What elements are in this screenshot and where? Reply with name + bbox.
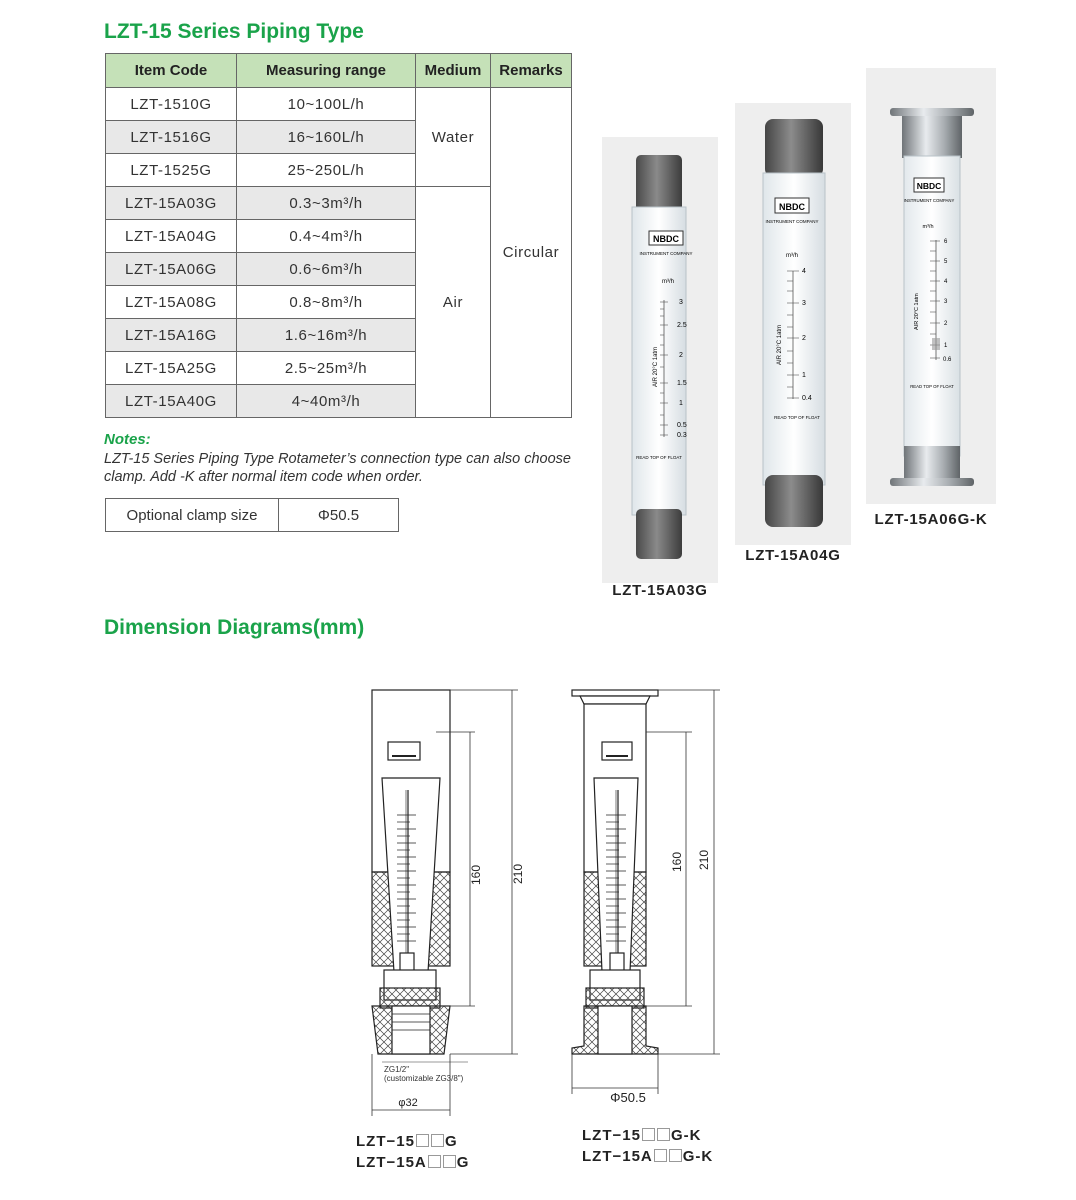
brand-label: NBDC <box>653 234 679 244</box>
product-caption: LZT-15A04G <box>745 547 841 564</box>
item-code-cell: LZT-15A03G <box>106 187 237 220</box>
rotameter-illustration <box>866 68 996 504</box>
item-code-cell: LZT-15A04G <box>106 220 237 253</box>
range-cell: 0.4~4m³/h <box>237 220 416 253</box>
table-row <box>106 88 572 121</box>
product-caption: LZT-15A03G <box>612 582 708 599</box>
unit-label: m³/h <box>662 279 674 285</box>
scale-mark: 1 <box>944 343 948 349</box>
scale-mark: 2 <box>679 352 683 359</box>
header-remarks: Remarks <box>491 54 572 88</box>
model-caption-right <box>582 1125 713 1167</box>
model-caption-left <box>356 1131 469 1173</box>
scale-mark: 0.3 <box>677 432 687 439</box>
header-medium: Medium <box>416 54 491 88</box>
medium-air-cell: Air <box>416 187 491 418</box>
company-label: INSTRUMENT COMPANY <box>765 219 819 224</box>
scale-mark: 1.5 <box>677 380 687 387</box>
spec-table <box>105 53 572 418</box>
unit-label: m³/h <box>786 253 798 259</box>
diagram-left <box>372 690 450 1054</box>
range-cell: 16~160L/h <box>237 121 416 154</box>
item-code-cell: LZT-15A06G <box>106 253 237 286</box>
item-code-cell: LZT-1516G <box>106 121 237 154</box>
company-label: INSTRUMENT COMPANY <box>639 251 693 256</box>
dim-scale-right: 160 <box>670 851 684 873</box>
diagram-right <box>572 690 658 1054</box>
clamp-size-label: Optional clamp size <box>106 499 279 532</box>
medium-note: AIR 20°C 1atm <box>914 293 920 330</box>
product-caption: LZT-15A06G-K <box>874 511 988 528</box>
item-code-cell: LZT-15A16G <box>106 319 237 352</box>
item-code-cell: LZT-1525G <box>106 154 237 187</box>
model-line: LZT−15A G-K <box>582 1148 714 1165</box>
item-code-cell: LZT-15A25G <box>106 352 237 385</box>
medium-note: AIR 20°C 1atm <box>777 324 783 365</box>
range-cell: 0.6~6m³/h <box>237 253 416 286</box>
clamp-size-value: Φ50.5 <box>279 499 399 532</box>
diameter-right: Φ50.5 <box>610 1090 646 1105</box>
brand-label: NBDC <box>916 181 942 191</box>
remarks-cell: Circular <box>491 88 572 418</box>
scale-mark: 4 <box>802 268 806 275</box>
dim-total-right: 210 <box>697 849 711 871</box>
product-photo-lzt-15a04g <box>735 103 851 545</box>
notes-text: LZT-15 Series Piping Type Rotameter’s connection type can also choose clamp. Add -K after normal item code when order. <box>104 451 571 485</box>
scale-mark: 2.5 <box>677 322 687 329</box>
product-photo-lzt-15a03g <box>602 137 718 583</box>
item-code-cell: LZT-15A40G <box>106 385 237 418</box>
medium-note: AIR 20°C 1atm <box>653 346 659 387</box>
notes-label: Notes: <box>104 431 151 448</box>
read-note: READ TOP OF FLOAT <box>910 384 954 389</box>
scale-mark: 2 <box>802 335 806 342</box>
scale-mark: 1 <box>679 400 683 407</box>
scale-mark: 3 <box>944 299 948 305</box>
model-line: LZT−15 G <box>356 1133 458 1150</box>
table-header-row <box>106 54 572 88</box>
range-cell: 0.3~3m³/h <box>237 187 416 220</box>
range-cell: 25~250L/h <box>237 154 416 187</box>
brand-label: NBDC <box>779 202 805 212</box>
clamp-size-table <box>105 498 399 532</box>
range-cell: 2.5~25m³/h <box>237 352 416 385</box>
read-note: READ TOP OF FLOAT <box>774 415 820 420</box>
scale-mark: 6 <box>944 239 948 245</box>
dimension-diagrams <box>340 670 760 1120</box>
product-photo-lzt-15a06g-k <box>866 68 996 504</box>
read-note: READ TOP OF FLOAT <box>636 455 682 460</box>
scale-mark: 3 <box>679 299 683 306</box>
rotameter-illustration <box>602 137 718 583</box>
header-item-code: Item Code <box>106 54 237 88</box>
company-label: INSTRUMENT COMPANY <box>903 198 955 203</box>
scale-mark: 3 <box>802 300 806 307</box>
range-cell: 0.8~8m³/h <box>237 286 416 319</box>
model-line: LZT−15 G-K <box>582 1127 702 1144</box>
dim-scale-left: 160 <box>469 864 483 886</box>
scale-mark: 0.6 <box>943 357 952 363</box>
thread-spec-custom: (customizable ZG3/8") <box>384 1074 464 1083</box>
scale-mark: 1 <box>802 372 806 379</box>
section-title: LZT-15 Series Piping Type <box>104 20 364 43</box>
thread-spec: ZG1/2" <box>384 1065 410 1074</box>
range-cell: 10~100L/h <box>237 88 416 121</box>
range-cell: 4~40m³/h <box>237 385 416 418</box>
item-code-cell: LZT-15A08G <box>106 286 237 319</box>
rotameter-illustration <box>735 103 851 545</box>
scale-mark: 0.5 <box>677 422 687 429</box>
dim-total-left: 210 <box>511 863 525 885</box>
table-row <box>106 499 399 532</box>
header-measuring-range: Measuring range <box>237 54 416 88</box>
diameter-left: φ32 <box>398 1097 418 1109</box>
scale-mark: 2 <box>944 321 948 327</box>
scale-mark: 0.4 <box>802 395 812 402</box>
range-cell: 1.6~16m³/h <box>237 319 416 352</box>
scale-mark: 5 <box>944 259 948 265</box>
dimension-diagrams-title: Dimension Diagrams(mm) <box>104 616 365 639</box>
unit-label: m³/h <box>922 224 934 230</box>
scale-mark: 4 <box>944 279 948 285</box>
model-line: LZT−15A G <box>356 1154 470 1171</box>
item-code-cell: LZT-1510G <box>106 88 237 121</box>
medium-water-cell: Water <box>416 88 491 187</box>
